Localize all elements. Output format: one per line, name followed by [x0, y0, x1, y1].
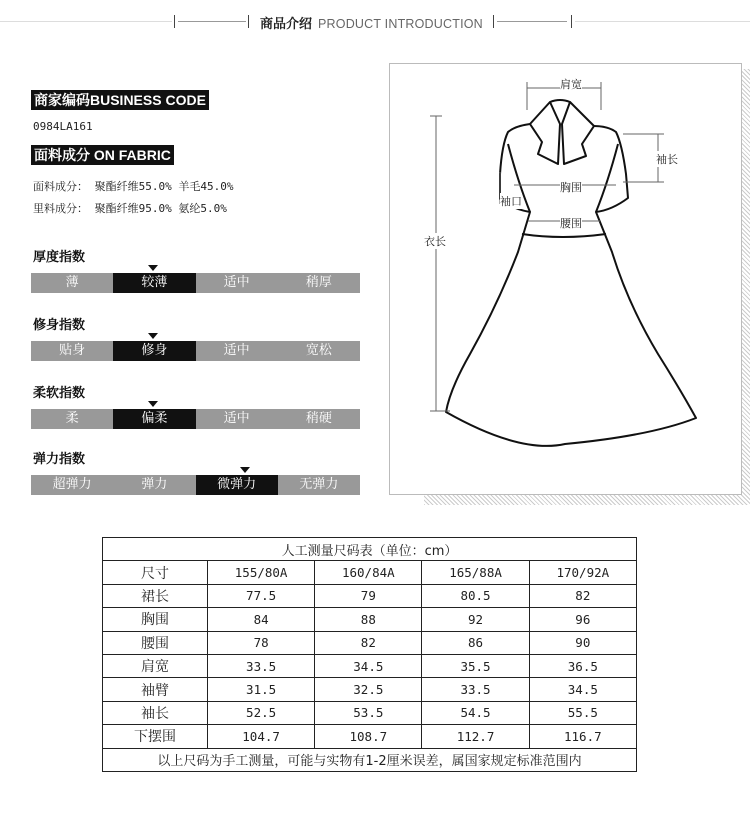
title-en: PRODUCT INTRODUCTION: [318, 17, 483, 31]
table-cell: 116.7: [529, 725, 636, 748]
size-table-note: 以上尺码为手工测量，可能与实物有1-2厘米误差，属国家规定标准范围内: [103, 748, 637, 771]
row-label: 裙长: [103, 584, 208, 607]
header-tick-left: [174, 15, 175, 28]
table-header-row: [103, 561, 637, 584]
label-chest: 胸围: [560, 181, 582, 194]
table-row: [103, 678, 637, 701]
fit-marker-icon: [148, 333, 158, 339]
table-cell: 90: [529, 631, 636, 654]
fit-option: 贴身: [59, 343, 86, 358]
size-table-caption: 人工测量尺码表（单位：cm）: [103, 538, 637, 561]
table-row: [103, 608, 637, 631]
fit-option: 宽松: [305, 343, 332, 358]
label-cuff: 袖口: [500, 195, 522, 208]
thickness-index-title: 厚度指数: [33, 250, 86, 265]
header-rule-right: [497, 21, 567, 22]
table-row: [103, 725, 637, 748]
table-cell: 108.7: [315, 725, 422, 748]
table-cell: 35.5: [422, 654, 529, 677]
row-label: 胸围: [103, 608, 208, 631]
header-tick-right: [571, 15, 572, 28]
table-cell: 36.5: [529, 654, 636, 677]
header-rule-left: [178, 21, 246, 22]
table-cell: 55.5: [529, 701, 636, 724]
table-cell: 34.5: [529, 678, 636, 701]
table-row: [103, 631, 637, 654]
table-cell: 33.5: [422, 678, 529, 701]
elasticity-marker-icon: [240, 467, 250, 473]
fit-option: 适中: [223, 343, 250, 358]
thickness-option: 稍厚: [305, 275, 332, 290]
elasticity-option: 弹力: [141, 477, 168, 492]
thickness-option-selected: 较薄: [113, 273, 195, 293]
table-row: [103, 701, 637, 724]
table-row: [103, 584, 637, 607]
dress-outline: [390, 64, 741, 494]
fabric-outer: 面料成分： 聚酯纤维55.0% 羊毛45.0%: [33, 180, 234, 193]
row-label: 下摆围: [103, 725, 208, 748]
label-length: 衣长: [424, 235, 446, 248]
label-sleeve-length: 袖长: [656, 153, 678, 166]
header-rule-far-left: [0, 21, 172, 22]
softness-option: 柔: [65, 411, 79, 426]
dress-diagram: [389, 63, 742, 495]
table-cell: 78: [208, 631, 315, 654]
table-cell: 104.7: [208, 725, 315, 748]
table-cell: 82: [529, 584, 636, 607]
table-cell: 53.5: [315, 701, 422, 724]
elasticity-option: 无弹力: [299, 477, 339, 492]
table-cell: 54.5: [422, 701, 529, 724]
size-header: 155/80A: [208, 561, 315, 584]
table-cell: 84: [208, 608, 315, 631]
table-cell: 33.5: [208, 654, 315, 677]
business-code-value: 0984LA161: [33, 120, 93, 133]
table-header-label: 尺寸: [103, 561, 208, 584]
table-cell: 32.5: [315, 678, 422, 701]
elasticity-option: 超弹力: [52, 477, 92, 492]
fabric-lining: 里料成分： 聚酯纤维95.0% 氨纶5.0%: [33, 202, 227, 215]
softness-index-title: 柔软指数: [33, 386, 86, 401]
fit-index-title: 修身指数: [33, 318, 86, 333]
title-cn: 商品介绍: [260, 17, 313, 32]
row-label: 袖长: [103, 701, 208, 724]
fabric-label: 面料成分 ON FABRIC: [31, 145, 174, 165]
thickness-marker-icon: [148, 265, 158, 271]
size-header: 165/88A: [422, 561, 529, 584]
page-title: [260, 13, 483, 32]
table-cell: 88: [315, 608, 422, 631]
table-cell: 80.5: [422, 584, 529, 607]
header-tick-right-inner: [493, 15, 494, 28]
thickness-option: 薄: [65, 275, 79, 290]
table-cell: 96: [529, 608, 636, 631]
header-rule-far-right: [575, 21, 750, 22]
softness-marker-icon: [148, 401, 158, 407]
table-cell: 34.5: [315, 654, 422, 677]
row-label: 袖臂: [103, 678, 208, 701]
row-label: 腰围: [103, 631, 208, 654]
label-waist: 腰围: [560, 217, 582, 230]
elasticity-option-selected: 微弹力: [196, 475, 278, 495]
table-cell: 92: [422, 608, 529, 631]
fit-option-selected: 修身: [113, 341, 195, 361]
elasticity-index-bar: [31, 475, 360, 495]
thickness-index-bar: [31, 273, 360, 293]
fit-index-bar: [31, 341, 360, 361]
size-table: [102, 537, 637, 772]
header-tick-left-inner: [248, 15, 249, 28]
size-header: 160/84A: [315, 561, 422, 584]
table-row: [103, 654, 637, 677]
softness-index-bar: [31, 409, 360, 429]
elasticity-index-title: 弹力指数: [33, 452, 86, 467]
row-label: 肩宽: [103, 654, 208, 677]
table-cell: 79: [315, 584, 422, 607]
softness-option: 稍硬: [305, 411, 332, 426]
table-cell: 86: [422, 631, 529, 654]
softness-option-selected: 偏柔: [113, 409, 195, 429]
business-code-label: 商家编码BUSINESS CODE: [31, 90, 209, 110]
label-shoulder: 肩宽: [560, 78, 582, 91]
thickness-option: 适中: [223, 275, 250, 290]
table-cell: 52.5: [208, 701, 315, 724]
table-cell: 82: [315, 631, 422, 654]
table-cell: 77.5: [208, 584, 315, 607]
size-header: 170/92A: [529, 561, 636, 584]
softness-option: 适中: [223, 411, 250, 426]
table-cell: 112.7: [422, 725, 529, 748]
table-cell: 31.5: [208, 678, 315, 701]
